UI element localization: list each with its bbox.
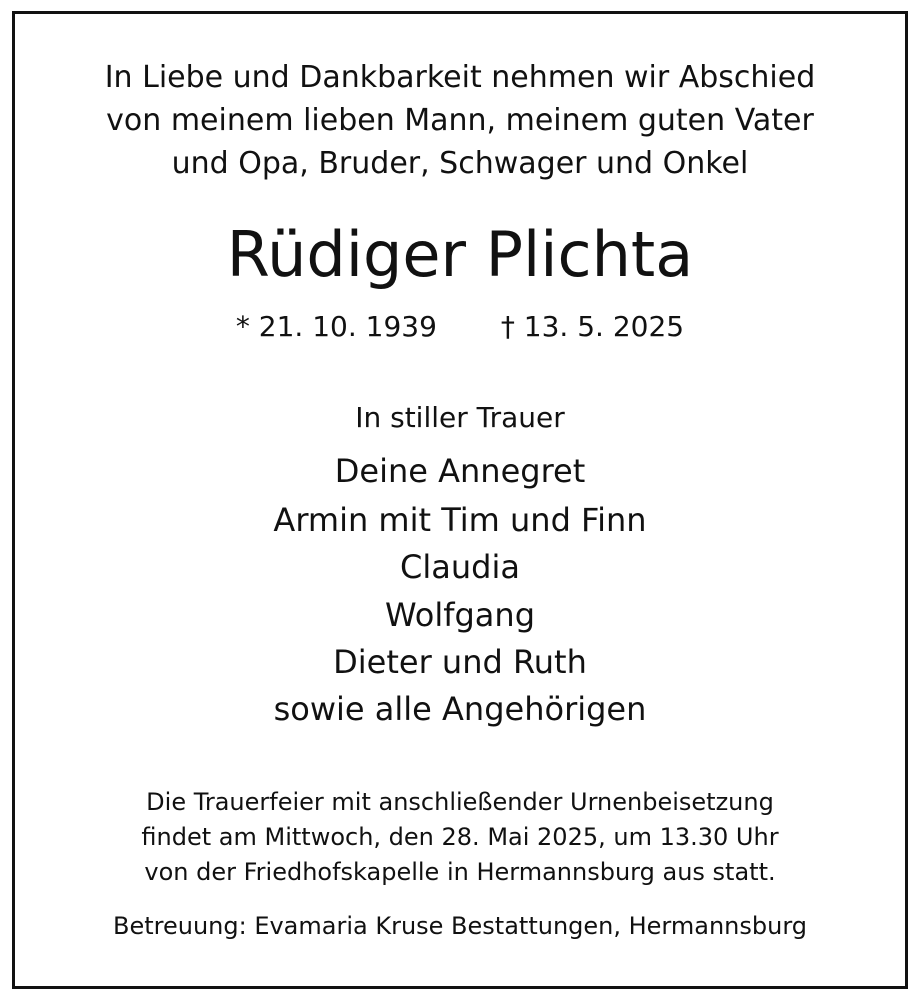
ceremony-line: findet am Mittwoch, den 28. Mai 2025, um 13.30 Uhr bbox=[141, 823, 779, 851]
mourner-line: sowie alle Angehörigen bbox=[273, 690, 647, 728]
intro-line: und Opa, Bruder, Schwager und Onkel bbox=[171, 146, 749, 181]
ceremony-line: von der Friedhofskapelle in Hermannsburg aus statt. bbox=[144, 858, 776, 886]
birth-date: * 21. 10. 1939 bbox=[235, 310, 437, 343]
ceremony-line: Die Trauerfeier mit anschließender Urnenbeisetzung bbox=[146, 788, 774, 816]
death-date: † 13. 5. 2025 bbox=[500, 310, 685, 343]
mourning-heading: In stiller Trauer bbox=[355, 401, 565, 434]
intro-line: von meinem lieben Mann, meinem guten Vater bbox=[106, 103, 814, 138]
mourner-line: Wolfgang bbox=[384, 596, 535, 634]
intro-line: In Liebe und Dankbarkeit nehmen wir Abschied bbox=[104, 60, 816, 95]
life-dates bbox=[0, 310, 920, 344]
undertaker-line: Betreuung: Evamaria Kruse Bestattungen, Hermannsburg bbox=[112, 912, 808, 940]
deceased-name: Rüdiger Plichta bbox=[226, 218, 694, 291]
mourner-line: Dieter und Ruth bbox=[333, 643, 587, 681]
mourner-line: Armin mit Tim und Finn bbox=[273, 501, 647, 539]
mourner-line: Deine Annegret bbox=[334, 452, 586, 490]
mourner-line: Claudia bbox=[400, 548, 520, 586]
